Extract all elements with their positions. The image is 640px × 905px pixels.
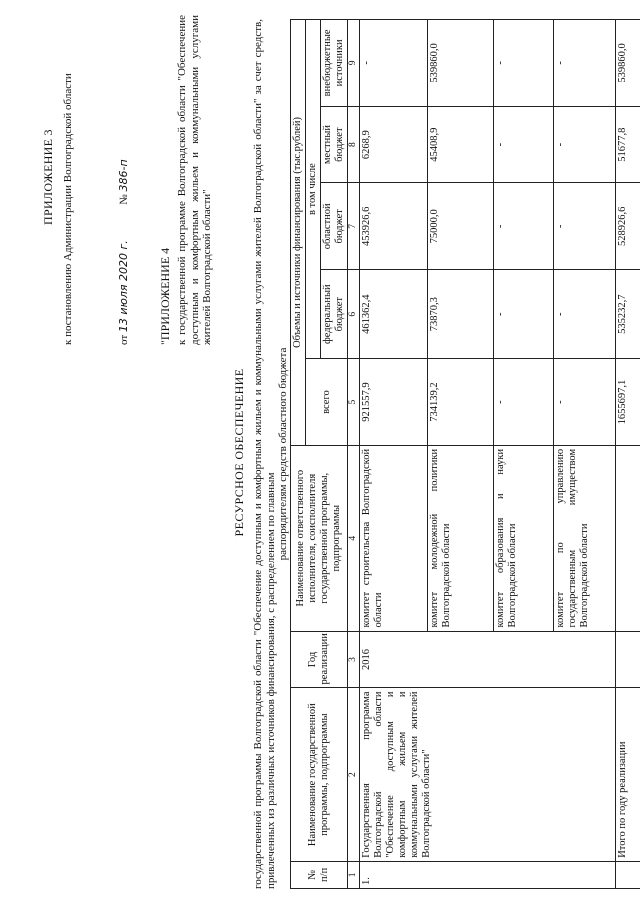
number-prefix: №	[118, 194, 130, 205]
value-regional: 75000,0	[428, 183, 494, 270]
header-federal: федеральный бюджет	[321, 270, 348, 359]
col-number: 1	[348, 861, 360, 888]
executor-name: комитет строительства Волгоградской области	[360, 445, 428, 631]
value-local: -	[494, 106, 554, 183]
value-federal: 73870,3	[428, 270, 494, 359]
program-year: 2016	[360, 631, 616, 688]
header-including: в том числе	[306, 20, 321, 359]
number-value: 386-п	[117, 159, 130, 192]
document-title: РЕСУРСНОЕ ОБЕСПЕЧЕНИЕ	[232, 368, 246, 537]
header-extrabudget: внебюджетные источники	[321, 20, 348, 107]
total-label: Итого по году реализации	[616, 688, 640, 861]
total-value-regional: 528926,6	[616, 183, 640, 270]
value-local: 6268,9	[360, 106, 428, 183]
header-year: Год реализации	[291, 631, 348, 688]
subtitle-last-line: распорядителям средств областного бюджета	[277, 347, 290, 561]
value-federal: -	[554, 270, 616, 359]
executor-name: комитет образования и науки Волгоградской области	[494, 445, 554, 631]
col-number: 3	[348, 631, 360, 688]
header-volume: Объемы и источники финансирования (тыс.рублей)	[291, 20, 306, 446]
program-num: 1.	[360, 861, 616, 888]
decree-reference	[62, 73, 75, 345]
header-num: № п/п	[291, 861, 348, 888]
total-value-local: 51677,8	[616, 106, 640, 183]
value-total: 734139,2	[428, 359, 494, 446]
col-number: 7	[348, 183, 360, 270]
col-number: 9	[348, 20, 360, 107]
table-row-total	[616, 20, 640, 889]
total-value-total: 1655697,1	[616, 359, 640, 446]
total-value-federal: 535232,7	[616, 270, 640, 359]
decree-line: Администрации	[62, 184, 74, 261]
table-row	[360, 20, 428, 889]
value-total: -	[554, 359, 616, 446]
program-name: Государственная программа Волгоградской области "Обеспечение доступным и комфортным жильем и коммунальными услугами жителей Волгоградской области"	[360, 688, 616, 861]
executor-name: комитет молодежной политики Волгоградской области	[428, 445, 494, 631]
header-executor: Наименование ответственного исполнителя, соисполнителя государственной программы, подпрограммы	[291, 445, 348, 631]
document-subtitle	[252, 19, 290, 889]
col-number: 4	[348, 445, 360, 631]
value-total: 921557,9	[360, 359, 428, 446]
appendix-3-heading: ПРИЛОЖЕНИЕ 3	[41, 129, 55, 225]
value-local: -	[554, 106, 616, 183]
resource-table	[290, 19, 640, 889]
date-value: 13 июля 2020 г.	[117, 240, 130, 333]
value-extrabudget: 539860,0	[428, 20, 494, 107]
col-number: 6	[348, 270, 360, 359]
appendix-4-text: к государственной программе Волгоградской области "Обеспечение доступным и комфортным жильем и коммунальными услугами жителей Волгоградской области"	[176, 15, 214, 345]
col-number: 8	[348, 106, 360, 183]
header-local: местный бюджет	[321, 106, 348, 183]
date-prefix: от	[118, 334, 130, 345]
value-extrabudget: -	[494, 20, 554, 107]
header-regional: областной бюджет	[321, 183, 348, 270]
col-number: 2	[348, 688, 360, 861]
value-extrabudget: -	[360, 20, 428, 107]
value-local: 45408,9	[428, 106, 494, 183]
decree-date-number	[118, 159, 131, 345]
subtitle-text: государственной программы Волгоградской области "Обеспечение доступным и комфортным жильем и коммунальными услугами жителей Волгоградской области" за счет средств, привлеченных из различных источников финансирования, с распределением по главным	[252, 19, 277, 889]
decree-line: к постановлению	[62, 263, 74, 345]
appendix-4-heading: "ПРИЛОЖЕНИЕ 4	[158, 247, 172, 345]
value-extrabudget: -	[554, 20, 616, 107]
col-number: 5	[348, 359, 360, 446]
value-regional: -	[554, 183, 616, 270]
total-value-extrabudget: 539860,0	[616, 20, 640, 107]
value-total: -	[494, 359, 554, 446]
value-regional: 453926,6	[360, 183, 428, 270]
value-federal: 461362,4	[360, 270, 428, 359]
header-total: всего	[306, 359, 348, 446]
executor-name: комитет по управлению государственным имуществом Волгоградской области	[554, 445, 616, 631]
decree-line: Волгоградской области	[62, 73, 74, 183]
value-federal: -	[494, 270, 554, 359]
header-name: Наименование государственной программы, подпрограммы	[291, 688, 348, 861]
value-regional: -	[494, 183, 554, 270]
